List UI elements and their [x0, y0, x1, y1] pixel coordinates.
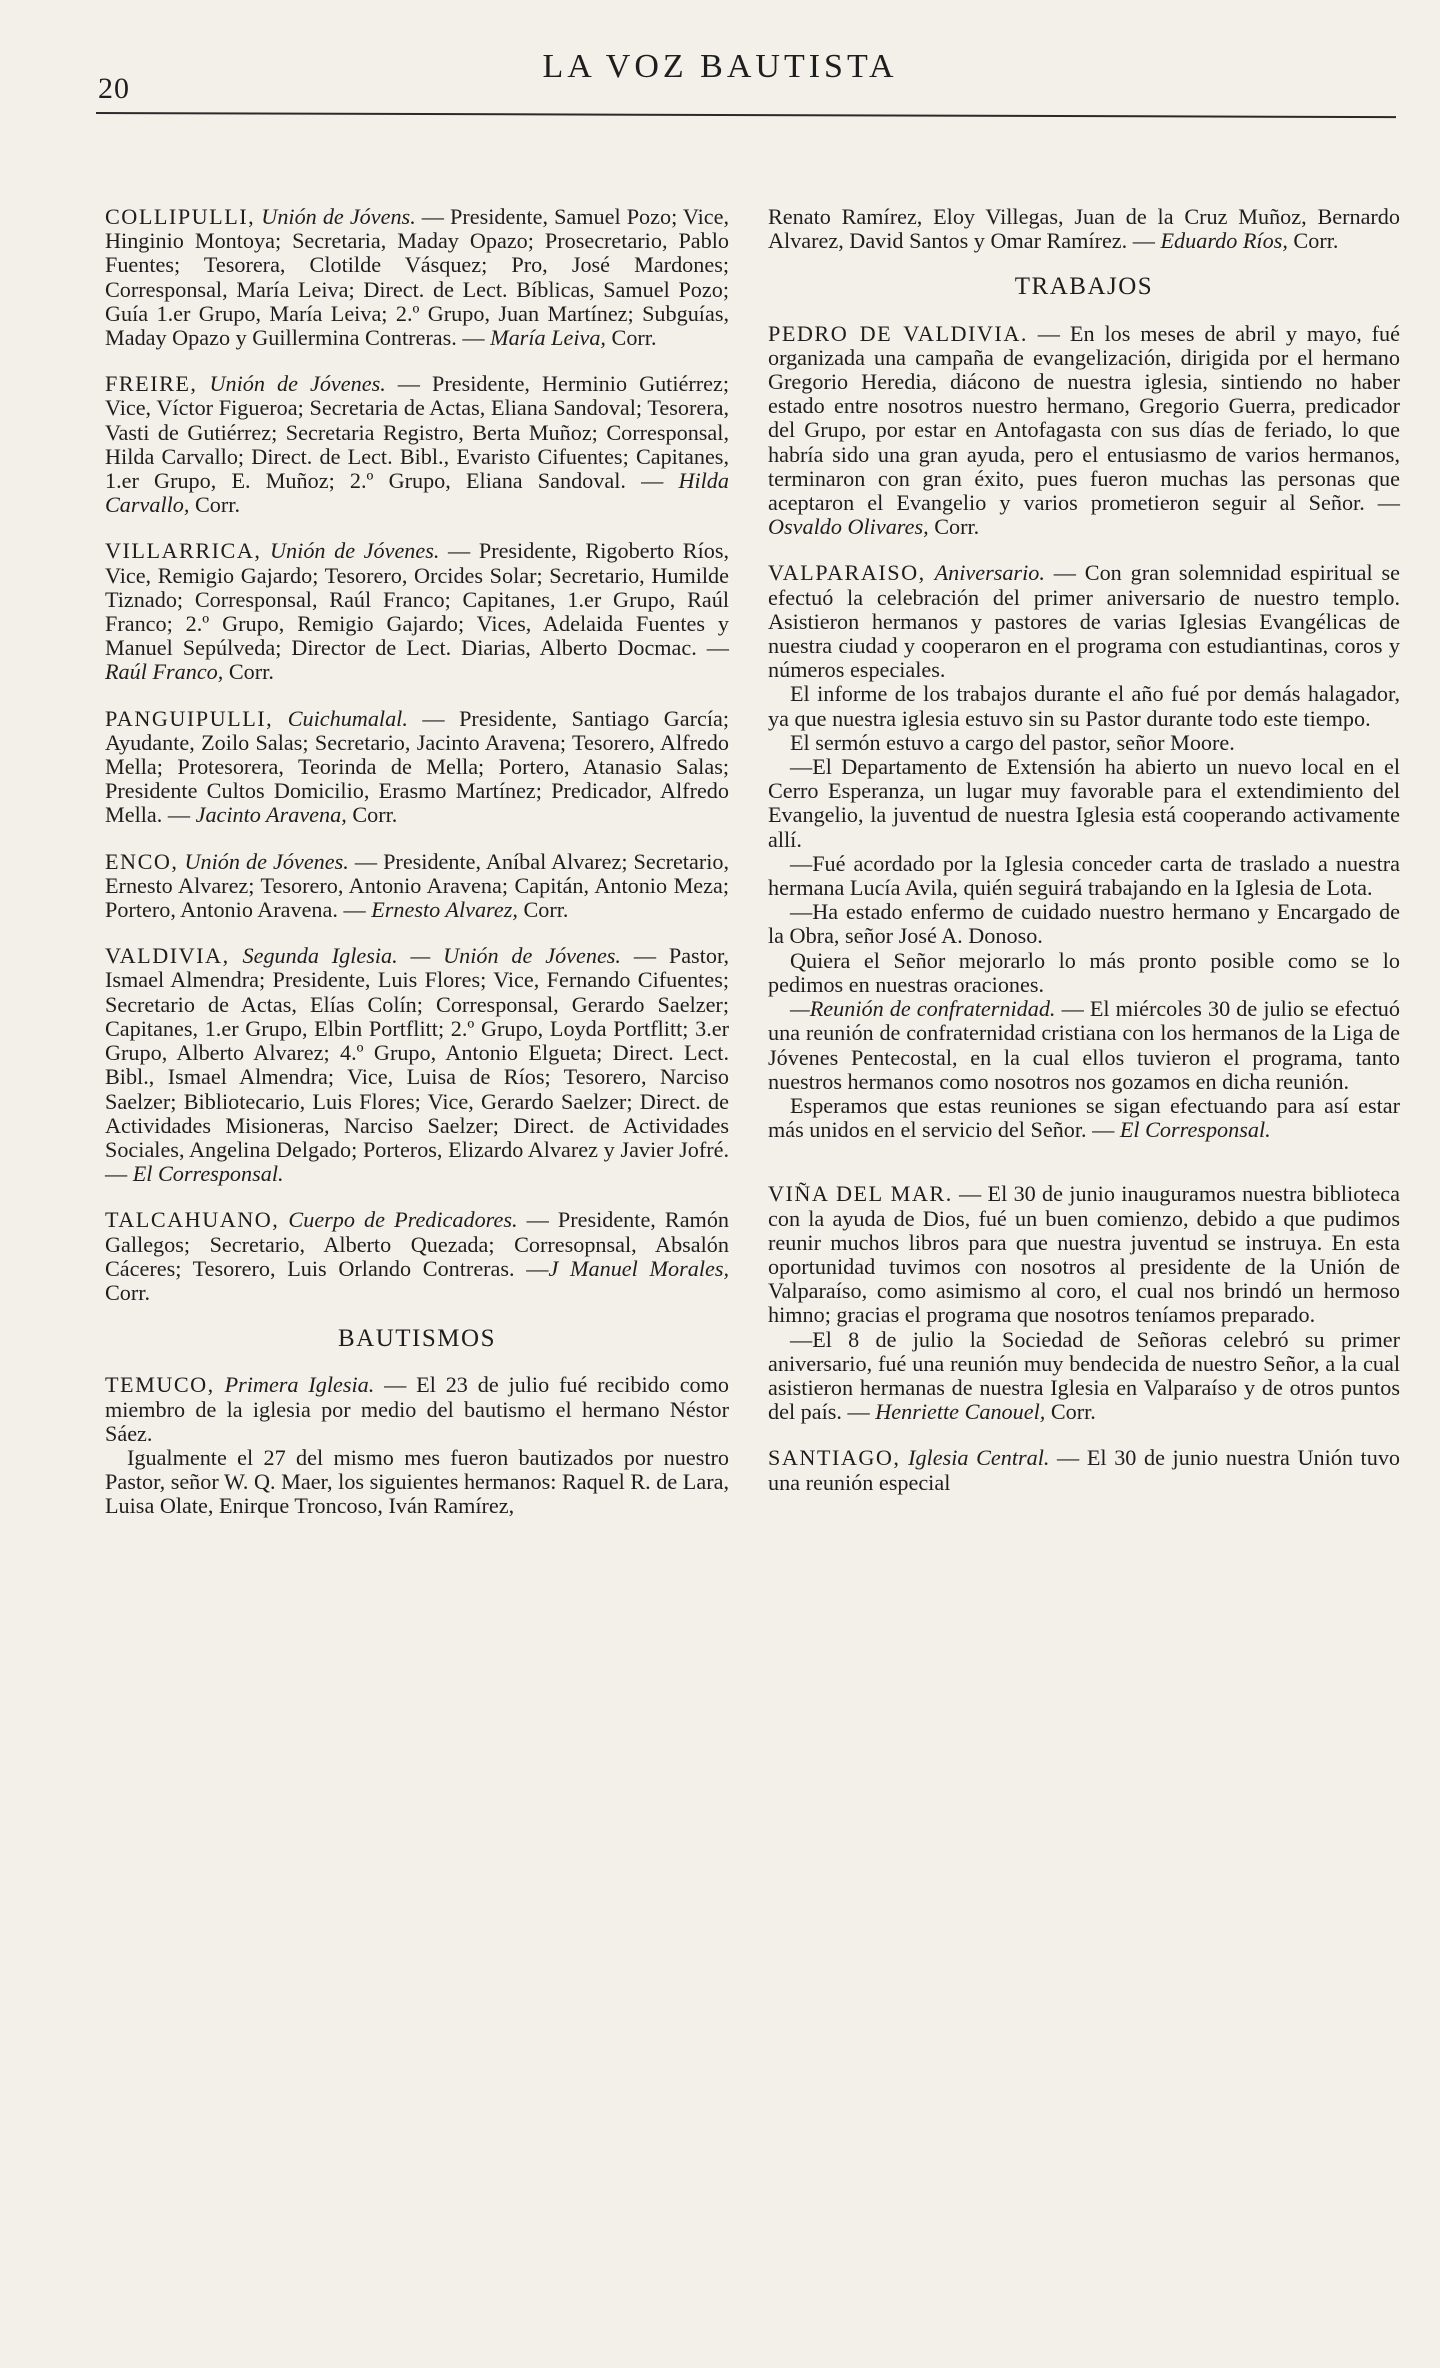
- place-name: COLLIPULLI,: [105, 204, 256, 229]
- entry-body: — El 30 de junio nuestra Unión tuvo una reunión especial: [768, 1445, 1401, 1495]
- entry-enco: [105, 850, 729, 923]
- entry-villarrica: [105, 539, 729, 684]
- entry-body: Renato Ramírez, Eloy Villegas, Juan de la Cruz Muñoz, Bernardo Alvarez, David Santos y Omar Ramírez. —: [768, 204, 1400, 254]
- place-name: TEMUCO,: [105, 1372, 215, 1398]
- entry-temuco: [105, 1373, 729, 1518]
- entry-temuco-continued: [768, 205, 1400, 253]
- entry-collipulli: [105, 205, 729, 350]
- corr-label: Corr.: [1287, 228, 1339, 254]
- signature: Raúl Franco,: [105, 659, 224, 685]
- organization: Cuichumalal.: [287, 705, 408, 731]
- entry-body: — El 30 de junio inauguramos nuestra biblioteca con la ayuda de Dios, fué un buen comienzo, debido a que pudimos reunir muchos libros para que nuestra juventud se instruya. En esta oportunidad tuvimos con nosotros al presidente de la Unión de Valparaíso, como asimismo al coro, el cual nos brindó un hermoso himno; gracias el programa que nosotros teníamos preparado.: [768, 1181, 1400, 1328]
- entry-body: — El miércoles 30 de julio se efectuó una reunión de confraternidad cristiana con los hermanos de la Liga de Jóvenes Pentecostal, en la cual ellos tuvieron el programa, tanto nuestros hermanos como nosotros nos gozamos en dicha reunión.: [768, 996, 1400, 1094]
- entry-paragraph: Quiera el Señor mejorarlo lo más pronto posible como se lo pedimos en nuestras oraciones.: [768, 947, 1400, 997]
- entry-body: — El 23 de julio fué recibido como miembro de la iglesia por medio del bautismo el hermano Néstor Sáez.: [105, 1372, 729, 1446]
- organization: Segunda Iglesia. — Unión de Jóvenes.: [242, 943, 621, 969]
- organization: Cuerpo de Predicadores.: [288, 1207, 518, 1233]
- entry-valparaiso: [768, 561, 1400, 1142]
- corr-label: Corr.: [1045, 1399, 1096, 1425]
- entry-paragraph: —El Departamento de Extensión ha abierto un nuevo local en el Cerro Esperanza, un lugar muy favorable para el extendimiento del Evangelio, la juventud de nuestra Iglesia está cooperando activamente allí.: [768, 754, 1400, 852]
- signature: Henriette Canouel,: [875, 1399, 1046, 1425]
- entry-body: — Presidente, Rigoberto Ríos, Vice, Remigio Gajardo; Tesorero, Orcides Solar; Secretario, Humilde Tiznado; Corresponsal, Raúl Franco; Capitanes, 1.er Grupo, Raúl Franco; 2.º Grupo, Remigio Gajardo; Vices, Adelaida Fuentes y Manuel Sepúlveda; Director de Lect. Diarias, Alberto Docmac. —: [105, 538, 730, 661]
- entry-body: — Pastor, Ismael Almendra; Presidente, Luis Flores; Vice, Fernando Cifuentes; Secretario de Actas, Elías Colín; Corresponsal, Gerardo Saelzer; Capitanes, 1.er Grupo, Elbin Portflitt; 2.º Grupo, Loyda Portflitt; 3.er Grupo, Alberto Alvarez; 4.º Grupo, Antonio Elgueta; Direct. Lect. Bibl., Ismael Almendra; Vice, Luisa de Ríos; Tesorero, Narciso Saelzer; Bibliotecario, Luis Flores; Vice, Gerardo Saelzer; Direct. de Actividades Misioneras, Narciso Saelzer; Direct. de Actividades Sociales, Angelina Delgado; Porteros, Elizardo Alvarez y Javier Jofré. —: [105, 943, 729, 1187]
- organization: Primera Iglesia.: [224, 1372, 375, 1398]
- signature: El Corresponsal.: [132, 1161, 284, 1187]
- place-name: VALPARAISO,: [768, 560, 926, 586]
- corr-label: Corr.: [346, 802, 398, 828]
- place-name: FREIRE,: [105, 371, 198, 397]
- entry-paragraph: El sermón estuvo a cargo del pastor, señor Moore.: [790, 729, 1235, 755]
- place-name: VILLARRICA,: [105, 538, 262, 564]
- organization: Unión de Jóvenes.: [209, 371, 386, 397]
- spacer: [768, 1164, 1400, 1182]
- organization: Unión de Jóvenes.: [184, 848, 349, 874]
- header-rule: [96, 112, 1396, 118]
- signature: Ernesto Alvarez,: [371, 897, 518, 923]
- signature: Osvaldo Olivares,: [768, 514, 929, 540]
- corr-label: Corr.: [517, 897, 569, 923]
- entry-body: —El 8 de julio la Sociedad de Señoras celebró su primer aniversario, fué una reunión muy bendecida de nuestro Señor, a la cual asistieron hermanas de nuestra Iglesia en Valparaíso y de otros puntos del país. —: [768, 1326, 1400, 1425]
- place-name: ENCO,: [105, 848, 179, 874]
- entry-body: — Presidente, Santiago García; Ayudante, Zoilo Salas; Secretario, Jacinto Aravena; Tesorero, Alfredo Mella; Protesorera, Teorinda de Mella; Portero, Atanasio Salas; Presidente Cultos Domicilio, Erasmo Martínez; Predicador, Alfredo Mella. —: [105, 705, 730, 828]
- signature: Hilda Carvallo,: [105, 468, 729, 518]
- entry-paragraph: [768, 1094, 1400, 1142]
- entry-body: — Con gran solemnidad espiritual se efectuó la celebración del primer aniversario de nuestro templo. Asistieron hermanos y pastores de varias Iglesias Evangélicas de nuestra ciudad y cooperaron en el programa con estudiantinas, coros y números especiales.: [768, 560, 1401, 683]
- entry-body: — En los meses de abril y mayo, fué organizada una campaña de evangelización, dirigida por el hermano Gregorio Heredia, diácono de nuestra iglesia, sintiendo no haber estado entre nosotros nuestro hermano, Gregorio Guerra, predicador del Grupo, por estar en Antofagasta con sus días de feriado, lo que habría sido una gran ayuda, pero el entusiasmo de varios hermanos, terminaron con gran éxito, pues fueron muchas las personas que aceptaron el Evangelio y varios prometieron seguir al Señor. —: [768, 320, 1400, 516]
- entry-body: — Presidente, Samuel Pozo; Vice, Hinginio Montoya; Secretaria, Maday Opazo; Prosecretario, Pablo Fuentes; Tesorera, Clotilde Vásquez; Pro, José Mardones; Corresponsal, María Leiva; Direct. de Lect. Bíblicas, Samuel Pozo; Guía 1.er Grupo, María Leiva; 2.º Grupo, Juan Martínez; Subguías, Maday Opazo y Guillermina Contreras. —: [105, 204, 729, 351]
- entry-body: Esperamos que estas reuniones se sigan efectuando para así estar más unidos en el servicio del Señor. —: [768, 1092, 1400, 1143]
- corr-label: Corr.: [928, 514, 980, 540]
- section-heading-trabajos: TRABAJOS: [1014, 273, 1154, 301]
- place-name: PANGUIPULLI,: [105, 705, 274, 731]
- entry-talcahuano: [105, 1208, 729, 1305]
- left-column: [105, 205, 729, 1541]
- place-name: VALDIVIA,: [105, 943, 230, 969]
- signature: El Corresponsal.: [1119, 1117, 1271, 1143]
- organization: Unión de Jóvens.: [261, 204, 416, 229]
- corr-label: Corr.: [189, 492, 240, 518]
- signature: J Manuel Morales,: [548, 1255, 730, 1281]
- organization: Unión de Jóvenes.: [270, 538, 440, 564]
- organization: Iglesia Central.: [908, 1445, 1050, 1471]
- place-name: TALCAHUANO,: [105, 1207, 280, 1233]
- entry-freire: [105, 372, 729, 517]
- corr-label: Corr.: [605, 325, 657, 351]
- entry-paragraph: —Ha estado enfermo de cuidado nuestro hermano y Encargado de la Obra, señor José A. Donoso.: [768, 899, 1400, 949]
- signature: Jacinto Aravena,: [195, 802, 347, 828]
- masthead-title: LA VOZ BAUTISTA: [542, 48, 898, 85]
- entry-vina-del-mar: [768, 1182, 1400, 1424]
- entry-paragraph: [768, 1328, 1400, 1425]
- signature: María Leiva,: [490, 325, 606, 351]
- entry-pedro-de-valdivia: [768, 322, 1400, 540]
- entry-body: — Presidente, Ramón Gallegos; Secretario, Alberto Quezada; Corresopnsal, Absalón Cáceres; Tesorero, Luis Orlando Contreras. —: [105, 1207, 730, 1281]
- right-column: [768, 205, 1400, 1517]
- signature: Eduardo Ríos,: [1160, 228, 1288, 254]
- place-name: PEDRO DE VALDIVIA.: [768, 320, 1028, 346]
- entry-body: — Presidente, Aníbal Alvarez; Secretario, Ernesto Alvarez; Tesorero, Antonio Aravena; Capitán, Antonio Meza; Portero, Antonio Aravena. —: [105, 848, 730, 923]
- entry-santiago: [768, 1446, 1400, 1494]
- subheading-italic: —Reunión de confraternidad.: [790, 996, 1056, 1022]
- corr-label: Corr.: [105, 1279, 150, 1305]
- entry-paragraph: El informe de los trabajos durante el año fué por demás halagador, ya que nuestra iglesia estuvo sin su Pastor durante todo este tiempo.: [768, 681, 1400, 731]
- entry-paragraph: Igualmente el 27 del mismo mes fueron bautizados por nuestro Pastor, señor W. Q. Maer, los siguientes hermanos: Raquel R. de Lara, Luisa Olate, Enirque Troncoso, Iván Ramírez,: [105, 1444, 729, 1519]
- place-name: VIÑA DEL MAR.: [768, 1181, 953, 1207]
- entry-valdivia: [105, 944, 729, 1186]
- page-number: 20: [98, 72, 130, 105]
- place-name: SANTIAGO,: [768, 1445, 901, 1471]
- corr-label: Corr.: [223, 659, 274, 685]
- section-heading-bautismos: BAUTISMOS: [338, 1325, 496, 1353]
- entry-paragraph: [768, 997, 1400, 1094]
- entry-body: — Presidente, Herminio Gutiérrez; Vice, Víctor Figueroa; Secretaria de Actas, Eliana Sandoval; Tesorera, Vasti de Gutiérrez; Secretaria Registro, Berta Muñoz; Corresponsal, Hilda Carvallo; Direct. de Lect. Bibl., Evaristo Cifuentes; Capitanes, 1.er Grupo, E. Muñoz; 2.º Grupo, Eliana Sandoval. —: [105, 371, 729, 494]
- entry-panguipulli: [105, 707, 729, 828]
- organization: Aniversario.: [934, 560, 1045, 586]
- entry-paragraph: —Fué acordado por la Iglesia conceder carta de traslado a nuestra hermana Lucía Avila, quién seguirá trabajando en la Iglesia de Lota.: [768, 850, 1400, 901]
